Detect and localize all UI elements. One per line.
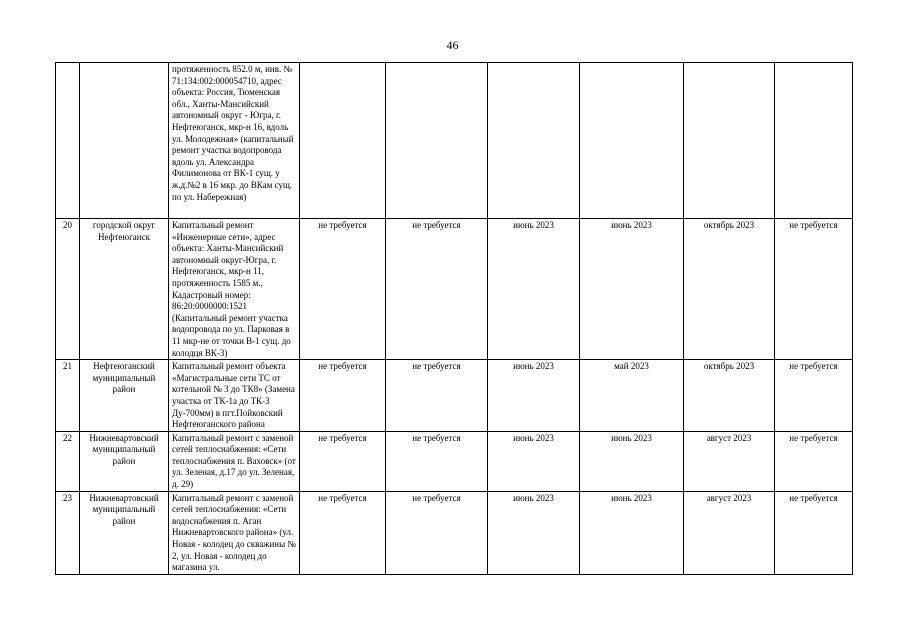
- value-cell: август 2023: [684, 431, 775, 491]
- value-cell: не требуется: [300, 431, 386, 491]
- value-cell: июнь 2023: [488, 431, 580, 491]
- table-row: [56, 360, 853, 432]
- value-cell: октябрь 2023: [684, 219, 775, 360]
- table-row: [56, 431, 853, 491]
- municipality-cell: Нефтеюганский муниципальный район: [80, 360, 169, 432]
- value-cell: не требуется: [386, 360, 488, 432]
- page-number: 46: [446, 38, 459, 52]
- value-cell: не требуется: [775, 431, 853, 491]
- municipality-cell: Нижневартовский муниципальный район: [80, 431, 169, 491]
- value-cell: не требуется: [775, 491, 853, 574]
- object-description-cell: протяженность 852.0 м, инв. № 71:134:002:000054710, адрес объекта: Россия, Тюменская обл., Ханты-Мансийский автономный округ - Югра, г. Нефтеюганск, мкр-н 16, вдоль ул. Молодежная» (капитальный ремонт участка водопровода вдоль ул. Александра Филимонова от ВК-1 сущ. у ж.д.№2 в 16 мкр. до ВКам сущ. по ул. Набережная): [169, 63, 300, 219]
- value-cell: [300, 63, 386, 219]
- value-cell: август 2023: [684, 491, 775, 574]
- value-cell: не требуется: [300, 491, 386, 574]
- value-cell: [580, 63, 684, 219]
- value-cell: не требуется: [300, 219, 386, 360]
- value-cell: не требуется: [386, 431, 488, 491]
- municipality-cell: городской округ Нефтеюганск: [80, 219, 169, 360]
- value-cell: июнь 2023: [580, 431, 684, 491]
- object-description-cell: Капитальный ремонт объекта «Магистральные сети ТС от котельной № 3 до ТК8» (Замена участка от ТК-1а до ТК-3 Ду-700мм) в пгт.Пойковский Нефтеюганского района: [169, 360, 300, 432]
- row-number: 20: [56, 219, 80, 360]
- object-description-cell: Капитальный ремонт «Инженерные сети», адрес объекта: Ханты-Мансийский автономный округ-Югра, г. Нефтеюганск, мкр-н 11, протяженность 1585 м., Кадастровый номер: 86:20:0000000:1521 (Капитальный ремонт участка водопровода по ул. Парковая в 11 мкр-не от точки В-1 сущ. до колодця ВК-3): [169, 219, 300, 360]
- value-cell: не требуется: [775, 360, 853, 432]
- value-cell: не требуется: [386, 491, 488, 574]
- repair-schedule-table: [55, 62, 853, 575]
- municipality-cell: Нижневартовский муниципальный район: [80, 491, 169, 574]
- value-cell: не требуется: [775, 219, 853, 360]
- table-row: [56, 219, 853, 360]
- row-number: 21: [56, 360, 80, 432]
- value-cell: июнь 2023: [580, 219, 684, 360]
- value-cell: июнь 2023: [488, 219, 580, 360]
- row-number: [56, 63, 80, 219]
- value-cell: [775, 63, 853, 219]
- value-cell: июнь 2023: [580, 491, 684, 574]
- value-cell: июнь 2023: [488, 360, 580, 432]
- value-cell: [386, 63, 488, 219]
- row-number: 23: [56, 491, 80, 574]
- value-cell: октябрь 2023: [684, 360, 775, 432]
- value-cell: [684, 63, 775, 219]
- table-row: [56, 63, 853, 219]
- table-row: [56, 491, 853, 574]
- row-number: 22: [56, 431, 80, 491]
- value-cell: [488, 63, 580, 219]
- object-description-cell: Капитальный ремонт с заменой сетей теплоснабжения: «Сети водоснабжения п. Аган Нижневартовского района» (ул. Новая - колодец до скважины № 2, ул. Новая - колодец до магазина ул.: [169, 491, 300, 574]
- municipality-cell: [80, 63, 169, 219]
- value-cell: июнь 2023: [488, 491, 580, 574]
- value-cell: не требуется: [386, 219, 488, 360]
- object-description-cell: Капитальный ремонт с заменой сетей теплоснабжения: «Сети теплоснабжения п. Ваховск» (от ул. Зеленая, д.17 до ул. Зеленая, д. 29): [169, 431, 300, 491]
- value-cell: май 2023: [580, 360, 684, 432]
- value-cell: не требуется: [300, 360, 386, 432]
